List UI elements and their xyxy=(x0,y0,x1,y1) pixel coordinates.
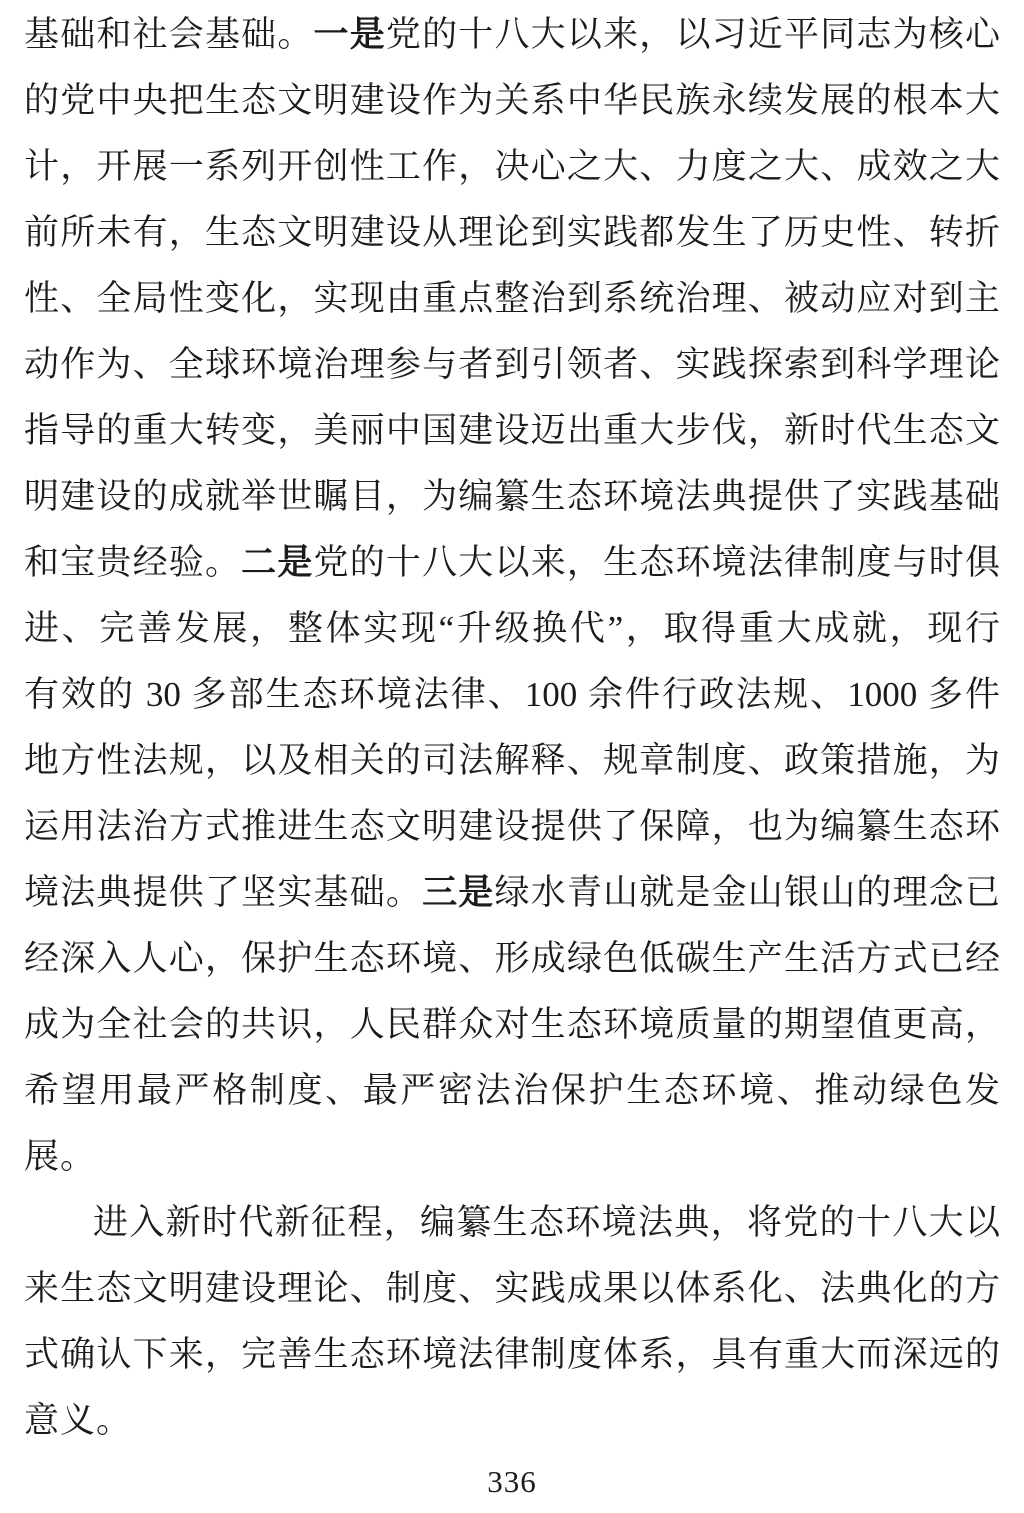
text-line xyxy=(24,332,1000,398)
text-segment: 明建设的成就举世瞩目，为编纂生态环境法典提供了实践基础 xyxy=(24,477,1000,516)
text-line xyxy=(24,134,1000,200)
text-segment: 境法典提供了坚实基础。 xyxy=(24,873,423,912)
text-segment: 党的十八大以来，生态环境法律制度与时俱 xyxy=(313,543,1000,582)
text-segment: 基础和社会基础。 xyxy=(24,15,314,54)
bold-marker-yishi: 一是 xyxy=(313,15,386,54)
text-segment: 指导的重大转变，美丽中国建设迈出重大步伐，新时代生态文 xyxy=(24,411,1000,450)
page-number: 336 xyxy=(487,1464,537,1499)
text-line xyxy=(24,1058,1000,1124)
text-segment: 意义。 xyxy=(24,1401,133,1440)
text-line xyxy=(24,266,1000,332)
text-segment: 希望用最严格制度、最严密法治保护生态环境、推动绿色发 xyxy=(24,1071,1000,1110)
text-segment: 动作为、全球环境治理参与者到引领者、实践探索到科学理论 xyxy=(24,345,1000,384)
bold-marker-sanshi: 三是 xyxy=(422,873,495,912)
text-line xyxy=(24,2,1000,68)
text-segment: 运用法治方式推进生态文明建设提供了保障，也为编纂生态环 xyxy=(24,807,1000,846)
text-segment: 进入新时代新征程，编纂生态环境法典，将党的十八大以 xyxy=(93,1203,1000,1242)
text-segment: 成为全社会的共识，人民群众对生态环境质量的期望值更高， xyxy=(24,1005,1000,1044)
text-segment: 绿水青山就是金山银山的理念已 xyxy=(494,873,1000,912)
text-line xyxy=(24,1388,1000,1454)
text-segment: 前所未有，生态文明建设从理论到实践都发生了历史性、转折 xyxy=(24,213,1000,252)
text-segment: 党的十八大以来，以习近平同志为核心 xyxy=(385,15,1000,54)
text-line xyxy=(24,794,1000,860)
text-line xyxy=(24,728,1000,794)
text-segment: 来生态文明建设理论、制度、实践成果以体系化、法典化的方 xyxy=(24,1269,1000,1308)
text-line xyxy=(24,1322,1000,1388)
text-segment: 和宝贵经验。 xyxy=(24,543,242,582)
text-segment: 有效的 30 多部生态环境法律、100 余件行政法规、1000 多件 xyxy=(24,675,1000,714)
text-segment: 的党中央把生态文明建设作为关系中华民族永续发展的根本大 xyxy=(24,81,1000,120)
text-line xyxy=(24,464,1000,530)
text-line-paragraph-start xyxy=(24,1190,1000,1256)
text-line xyxy=(24,398,1000,464)
text-segment: 展。 xyxy=(24,1137,97,1176)
bold-marker-ershi: 二是 xyxy=(241,543,314,582)
text-line xyxy=(24,530,1000,596)
text-segment: 计，开展一系列开创性工作，决心之大、力度之大、成效之大 xyxy=(24,147,1000,186)
text-line xyxy=(24,200,1000,266)
text-segment: 进、完善发展，整体实现“升级换代”，取得重大成就，现行 xyxy=(24,609,1000,648)
text-segment: 经深入人心，保护生态环境、形成绿色低碳生产生活方式已经 xyxy=(24,939,1000,978)
text-line xyxy=(24,992,1000,1058)
text-segment: 性、全局性变化，实现由重点整治到系统治理、被动应对到主 xyxy=(24,279,1000,318)
text-line xyxy=(24,926,1000,992)
text-line xyxy=(24,860,1000,926)
text-segment: 地方性法规，以及相关的司法解释、规章制度、政策措施，为 xyxy=(24,741,1000,780)
text-line xyxy=(24,1256,1000,1322)
text-line xyxy=(24,596,1000,662)
text-line xyxy=(24,68,1000,134)
text-line xyxy=(24,1124,1000,1190)
text-line xyxy=(24,662,1000,728)
text-segment: 式确认下来，完善生态环境法律制度体系，具有重大而深远的 xyxy=(24,1335,1000,1374)
